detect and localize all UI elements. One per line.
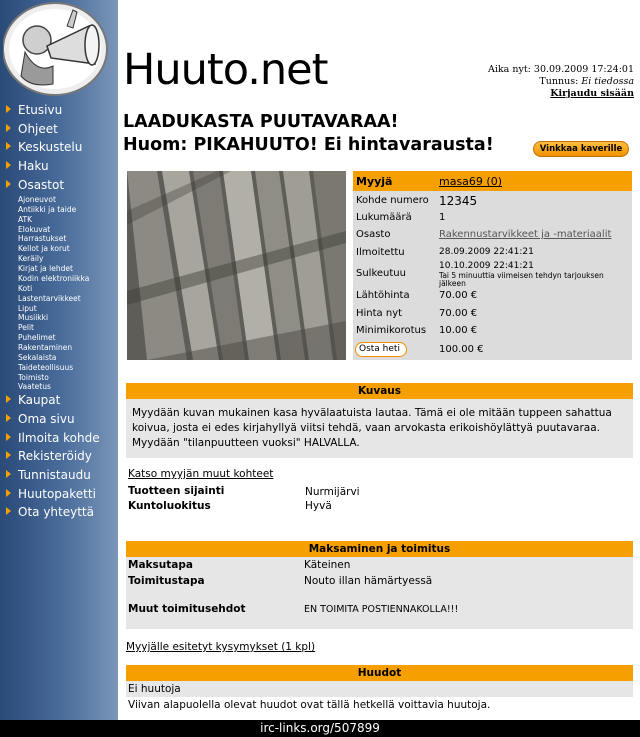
category-link[interactable]: Musiikki — [18, 313, 49, 322]
seller-questions-link[interactable]: Myyjälle esitetyt kysymykset (1 kpl) — [126, 641, 316, 653]
bids-empty-row — [126, 681, 633, 697]
condition-value: Hyvä — [305, 500, 332, 512]
description-line: koivua, josta ei edes kirjahyllyä viitsi tehdä, vaan arvokasta erikoishöylättyä puutavaraa. — [132, 422, 601, 434]
seller-row — [353, 171, 632, 191]
arrow-icon — [6, 105, 11, 113]
category-link[interactable]: Rakentaminen — [18, 343, 73, 352]
category-link[interactable]: Kellot ja korut — [18, 244, 70, 253]
close-rule-note: Tai 5 minuuttia viimeisen tehdyn tarjouksen jälkeen — [439, 271, 604, 288]
no-bids-text: Ei huutoja — [128, 683, 181, 695]
nav-item-ohjeet[interactable]: Ohjeet — [6, 122, 58, 136]
category-link[interactable]: Vaatetus — [18, 382, 51, 391]
bids-header: Huudot — [126, 665, 633, 681]
payment-box — [126, 557, 633, 629]
category-link[interactable]: Elokuvat — [18, 225, 51, 234]
category-link[interactable]: Sekalaista — [18, 353, 57, 362]
nav-item-huutopaketti[interactable]: Huutopaketti — [6, 487, 96, 501]
payment-header: Maksaminen ja toimitus — [126, 541, 633, 557]
category-link[interactable]: Puhelimet — [18, 333, 56, 342]
category-link[interactable]: Harrastukset — [18, 234, 67, 243]
arrow-icon — [6, 180, 11, 188]
arrow-icon — [6, 489, 11, 497]
category-link[interactable]: Rakennustarvikkeet ja -materiaalit — [439, 229, 612, 240]
category-link[interactable]: Keräily — [18, 254, 44, 263]
arrow-icon — [6, 142, 11, 150]
nav-item-oma-sivu[interactable]: Oma sivu — [6, 412, 75, 426]
description-box — [126, 399, 633, 458]
bids-note: Viivan alapuolella olevat huudot ovat tällä hetkellä voittavia huutoja. — [128, 699, 491, 711]
seller-label: Myyjä — [356, 175, 393, 188]
logo-megaphone-man[interactable] — [3, 2, 111, 96]
user-value: Ei tiedossa — [581, 76, 634, 87]
category-link[interactable]: Koti — [18, 284, 33, 293]
listing-subtitle: Huom: PIKAHUUTO! Ei hintavarausta! — [123, 135, 494, 155]
nav-item-rekisteroidy[interactable]: Rekisteröidy — [6, 449, 92, 463]
description-header: Kuvaus — [126, 383, 633, 399]
terms-value: EN TOIMITA POSTIENNAKOLLA!!! — [304, 604, 459, 615]
category-link[interactable]: Kirjat ja lehdet — [18, 264, 73, 273]
sidebar — [0, 0, 118, 720]
description-line: Myydään "tilanpuutteen vuoksi" HALVALLA. — [132, 437, 360, 449]
nav-item-osastot[interactable]: Osastot — [6, 178, 64, 192]
arrow-icon — [6, 161, 11, 169]
seller-link[interactable]: masa69 (0) — [439, 175, 503, 188]
session-status — [488, 64, 634, 100]
category-link[interactable]: ATK — [18, 215, 33, 224]
nav-item-tunnistaudu[interactable]: Tunnistaudu — [6, 468, 91, 482]
payment-method-value: Käteinen — [304, 559, 351, 571]
arrow-icon — [6, 395, 11, 403]
nav-item-haku[interactable]: Haku — [6, 159, 49, 173]
arrow-icon — [6, 507, 11, 515]
arrow-icon — [6, 414, 11, 422]
item-photo[interactable] — [127, 171, 346, 360]
arrow-icon — [6, 451, 11, 459]
condition-label: Kuntoluokitus — [128, 500, 211, 512]
item-info-table: Myyjä masa69 (0) Kohde numero 12345 Lukumäärä 1 Osasto Rakennustarvikkeet ja -materiaalit Ilmoitettu 28.09.2009 22:41:21 Sulkeutuu 10.10.2009 22:41:21 Tai 5 minuuttia viimeisen tehdyn tarjouksen jälkeen Lähtöhinta 70.00 € Hinta nyt 70.00 € Minimikorotus 10.00 € Osta heti 100.00 € — [353, 171, 632, 360]
nav-item-ilmoita-kohde[interactable]: Ilmoita kohde — [6, 431, 100, 445]
listing-title: LAADUKASTA PUUTAVARAA! — [123, 112, 399, 132]
category-link[interactable]: Pelit — [18, 323, 34, 332]
arrow-icon — [6, 433, 11, 441]
category-link[interactable]: Antiikki ja taide — [18, 205, 77, 214]
time-value: 30.09.2009 17:24:01 — [533, 64, 634, 75]
arrow-icon — [6, 124, 11, 132]
location-label: Tuotteen sijainti — [128, 485, 225, 497]
category-link[interactable]: Ajoneuvot — [18, 195, 56, 204]
terms-label: Muut toimitusehdot — [128, 603, 246, 615]
seller-other-items-link[interactable]: Katso myyjän muut kohteet — [128, 468, 274, 480]
category-link[interactable]: Toimisto — [18, 373, 49, 382]
category-link[interactable]: Kodin elektroniikka — [18, 274, 90, 283]
description-line: Myydään kuvan mukainen kasa hyvälaatuista lautaa. Tämä ei ole mitään tuppeen sahattua — [132, 407, 612, 419]
category-link[interactable]: Liput — [18, 304, 37, 313]
payment-method-label: Maksutapa — [128, 559, 193, 571]
buy-now-button[interactable]: Osta heti — [355, 342, 407, 357]
nav-item-kaupat[interactable]: Kaupat — [6, 393, 60, 407]
watermark-bar: irc-links.org/507899 — [0, 720, 640, 737]
location-value: Nurmijärvi — [305, 486, 360, 498]
user-label: Tunnus: — [539, 76, 579, 87]
nav-item-ota-yhteytta[interactable]: Ota yhteyttä — [6, 505, 94, 519]
category-link[interactable]: Lastentarvikkeet — [18, 294, 81, 303]
time-label: Aika nyt: — [488, 64, 531, 75]
nav-item-keskustelu[interactable]: Keskustelu — [6, 140, 82, 154]
nav-item-etusivu[interactable]: Etusivu — [6, 103, 62, 117]
login-link[interactable]: Kirjaudu sisään — [550, 88, 634, 99]
delivery-label: Toimitustapa — [128, 575, 205, 587]
buy-now-price: 100.00 € — [439, 344, 484, 355]
site-logo-text[interactable]: Huuto.net — [123, 45, 328, 95]
delivery-value: Nouto illan hämärtyessä — [304, 575, 433, 587]
tip-friend-button[interactable]: Vinkkaa kaverille — [533, 141, 629, 157]
arrow-icon — [6, 470, 11, 478]
category-link[interactable]: Taideteollisuus — [18, 363, 74, 372]
